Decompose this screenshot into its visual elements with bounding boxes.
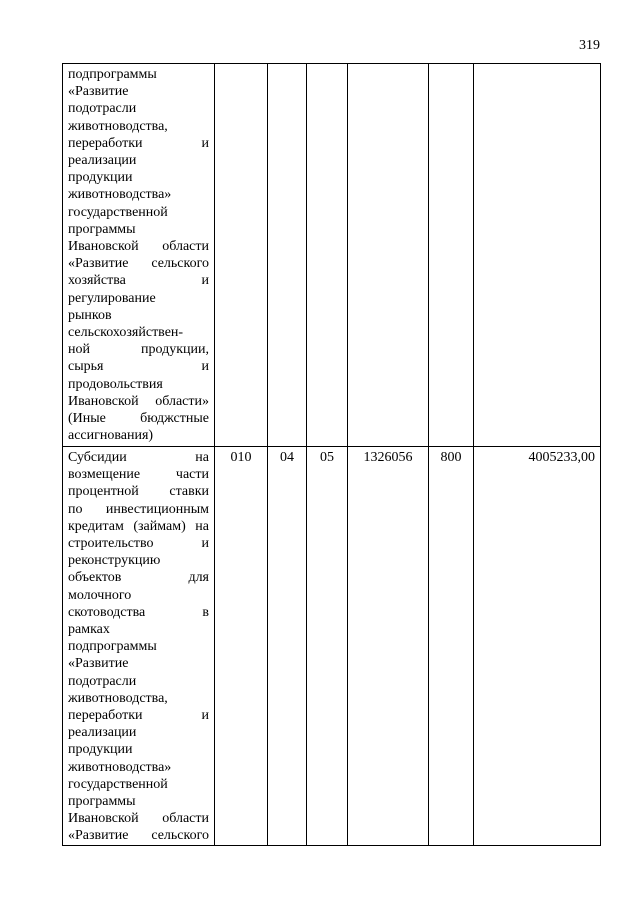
description-line: Ивановской области	[68, 811, 209, 827]
description-line: продукции	[68, 170, 133, 186]
description-line: Ивановской области»	[68, 393, 209, 409]
description-line: подпрограммы	[68, 639, 157, 655]
description-line: животноводства»	[68, 759, 172, 775]
description-line: государственной	[68, 204, 168, 220]
description-line: подпрограммы	[68, 67, 157, 82]
ministry-code-cell	[215, 64, 268, 447]
ministry-code-cell: 010	[215, 447, 268, 846]
page-number: 319	[579, 38, 600, 53]
description-line: кредитам (займам) на	[68, 518, 209, 534]
description-line: рынков	[68, 307, 112, 323]
description-line: животноводства,	[68, 118, 168, 134]
description-line: сельскохозяйствен-	[68, 325, 184, 341]
description-line: рамках	[68, 622, 110, 638]
description-line: по инвестиционным	[68, 501, 209, 517]
description-line: (Иные бюджстные	[68, 411, 209, 427]
description-line: животноводства,	[68, 690, 168, 706]
description-line: строительство и	[68, 536, 209, 552]
description-line: реконструкцию	[68, 553, 161, 569]
section-code-cell: 04	[268, 447, 307, 846]
description-line: животноводства»	[68, 187, 172, 203]
description-line: реализации	[68, 725, 137, 741]
description-line: переработки и	[68, 708, 209, 724]
description-line: «Развитие сельского	[68, 828, 209, 844]
description-line: регулирование	[68, 290, 156, 306]
budget-table	[62, 63, 601, 846]
description-line: программы	[68, 221, 136, 237]
table-row	[63, 447, 601, 846]
table-row	[63, 64, 601, 447]
target-article-cell: 1326056	[348, 447, 429, 846]
description-line: государственной	[68, 776, 168, 792]
amount-cell: 4005233,00	[474, 447, 601, 846]
description-line: «Развитие	[68, 84, 129, 100]
description-line: программы	[68, 794, 136, 810]
description-line: Субсидии на	[68, 450, 209, 465]
amount-cell	[474, 64, 601, 447]
description-line: процентной ставки	[68, 484, 209, 500]
description-line: возмещение части	[68, 467, 209, 483]
expense-type-cell	[429, 64, 474, 447]
expense-type-cell: 800	[429, 447, 474, 846]
description-line: продовольствия	[68, 376, 163, 392]
description-line: молочного	[68, 587, 132, 603]
section-code-cell	[268, 64, 307, 447]
description-line: хозяйства и	[68, 273, 209, 289]
description-line: скотоводства в	[68, 604, 209, 620]
description-line: реализации	[68, 153, 137, 169]
target-article-cell	[348, 64, 429, 447]
description-line: переработки и	[68, 135, 209, 151]
description-line: подотрасли	[68, 673, 137, 689]
description-line: «Развитие	[68, 656, 129, 672]
description-line: подотрасли	[68, 101, 137, 117]
description-line: ассигнования)	[68, 428, 154, 444]
description-line: сырья и	[68, 359, 209, 375]
subsection-code-cell: 05	[307, 447, 348, 846]
subsection-code-cell	[307, 64, 348, 447]
row-description	[63, 447, 215, 846]
description-line: продукции	[68, 742, 133, 758]
description-line: «Развитие сельского	[68, 256, 209, 272]
row-description	[63, 64, 215, 447]
description-line: объектов для	[68, 570, 209, 586]
description-line: Ивановской области	[68, 239, 209, 255]
description-line: ной продукции,	[68, 342, 209, 358]
